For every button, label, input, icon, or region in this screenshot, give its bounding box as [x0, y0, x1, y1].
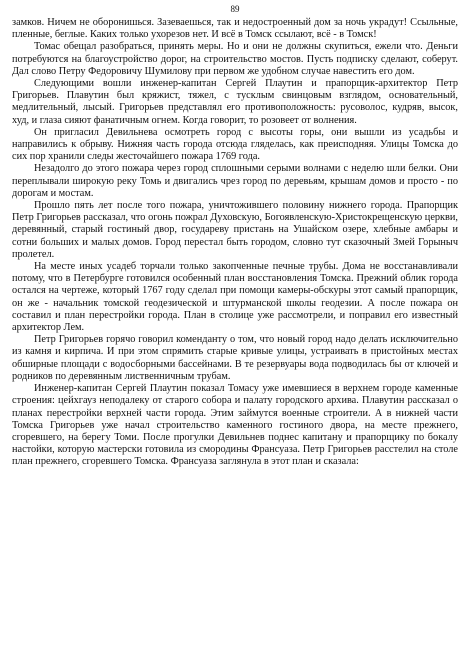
paragraph: Следующими вошли инженер-капитан Сергей Плаутин и прапорщик-архитектор Петр Григорьев. Плавутин был кряжист, тяжел, с тусклым свинцовым взглядом, основательный, медлительный, лысый. Григорьев представлял его противоположность: русоволос, кудряв, высок, худ, и глаза сияют фанатичным огнем. Когда говорит, то розовеет от волнения.	[12, 78, 458, 126]
paragraph: На месте иных усадеб торчали только закопченные печные трубы. Дома не восстанавливали потому, что в Петербурге готовился особенный план восстановления Томска. Прежний облик города остался на чертеже, который 1767 году сделал при помощи камеры-обскуры этот самый прапорщик, он же - начальник томской геодезической и штурманской школы геодезии. А после пожара он составил и план перестройки города. План в столице уже рассмотрели, и поправил его известный архитектор Лем.	[12, 261, 458, 334]
paragraph: Томас обещал разобраться, принять меры. Но и они не должны скупиться, ежели что. Деньги потребуются на благоустройство дорог, на строительство мостов. Пусть подписку сделают, соберут. Дал слово Петру Федоровичу Шумилову при первом же удобном случае навестить его дом.	[12, 41, 458, 77]
page-text	[12, 17, 458, 469]
paragraph: Прошло пять лет после того пожара, уничтожившего половину нижнего города. Прапорщик Петр Григорьев рассказал, что огонь пожрал Духовскую, Богоявленскую-Христокрещенскую церкви, деревянный, старый гостиный двор, государеву пристань на Ушайском озере, хлебные амбары и сотни больших и малых домов. Город перестал быть городом, словно тут сказочный Змей Горыныч пролетел.	[12, 200, 458, 260]
paragraph: замков. Ничем не оборонишься. Зазеваешься, так и недостроенный дом за ночь украдут! Ссыльные, пленные, беглые. Каких только ухорезов нет. И всё в Томск ссылают, всё - в Томск!	[12, 17, 458, 41]
paragraph: Петр Григорьев горячо говорил коменданту о том, что новый город надо делать исключительно из камня и кирпича. И при этом спрямить старые кривые улицы, устраивать в пристойных местах обширные площади с водосборными бассейнами. В те резервуары вода подводилась бы от ключей и родников по деревянным лиственничным трубам.	[12, 334, 458, 382]
paragraph: Он пригласил Девильнева осмотреть город с высоты горы, они вышли из усадьбы и направились к обрыву. Нижняя часть города отсюда гляделась, как преисподняя. Улицы Томска до сих пор хранили следы жесточайшего пожара 1769 года.	[12, 126, 458, 163]
paragraph: Незадолго до этого пожара через город сплошными серыми волнами с неделю шли белки. Они переплывали широкую реку Томь и двигались чрез город по деревьям, крышам домов и просто - по дорогам и мостам.	[12, 163, 458, 199]
page-number: 89	[230, 4, 240, 14]
paragraph: Инженер-капитан Сергей Плаутин показал Томасу уже имевшиеся в верхнем городе каменные строения: цейхгауз неподалеку от старого собора и палату городского архива. Плавутин рассказал о планах перестройки верхней части города. Этим займутся военные строители. А в нижней части Томска Григорьев уже начал строительство каменного гостиного двора, на месте прежнего, сгоревшего, на берегу Томи. После прогулки Девильнев поднес капитану и прапорщику по бокалу настойки, которую мастерски готовила из смородины Франсуаза. Петр Григорьев расстелил на столе план прежнего, сгоревшего Томска. Франсуаза заглянула в этот план и сказала:	[12, 383, 458, 468]
